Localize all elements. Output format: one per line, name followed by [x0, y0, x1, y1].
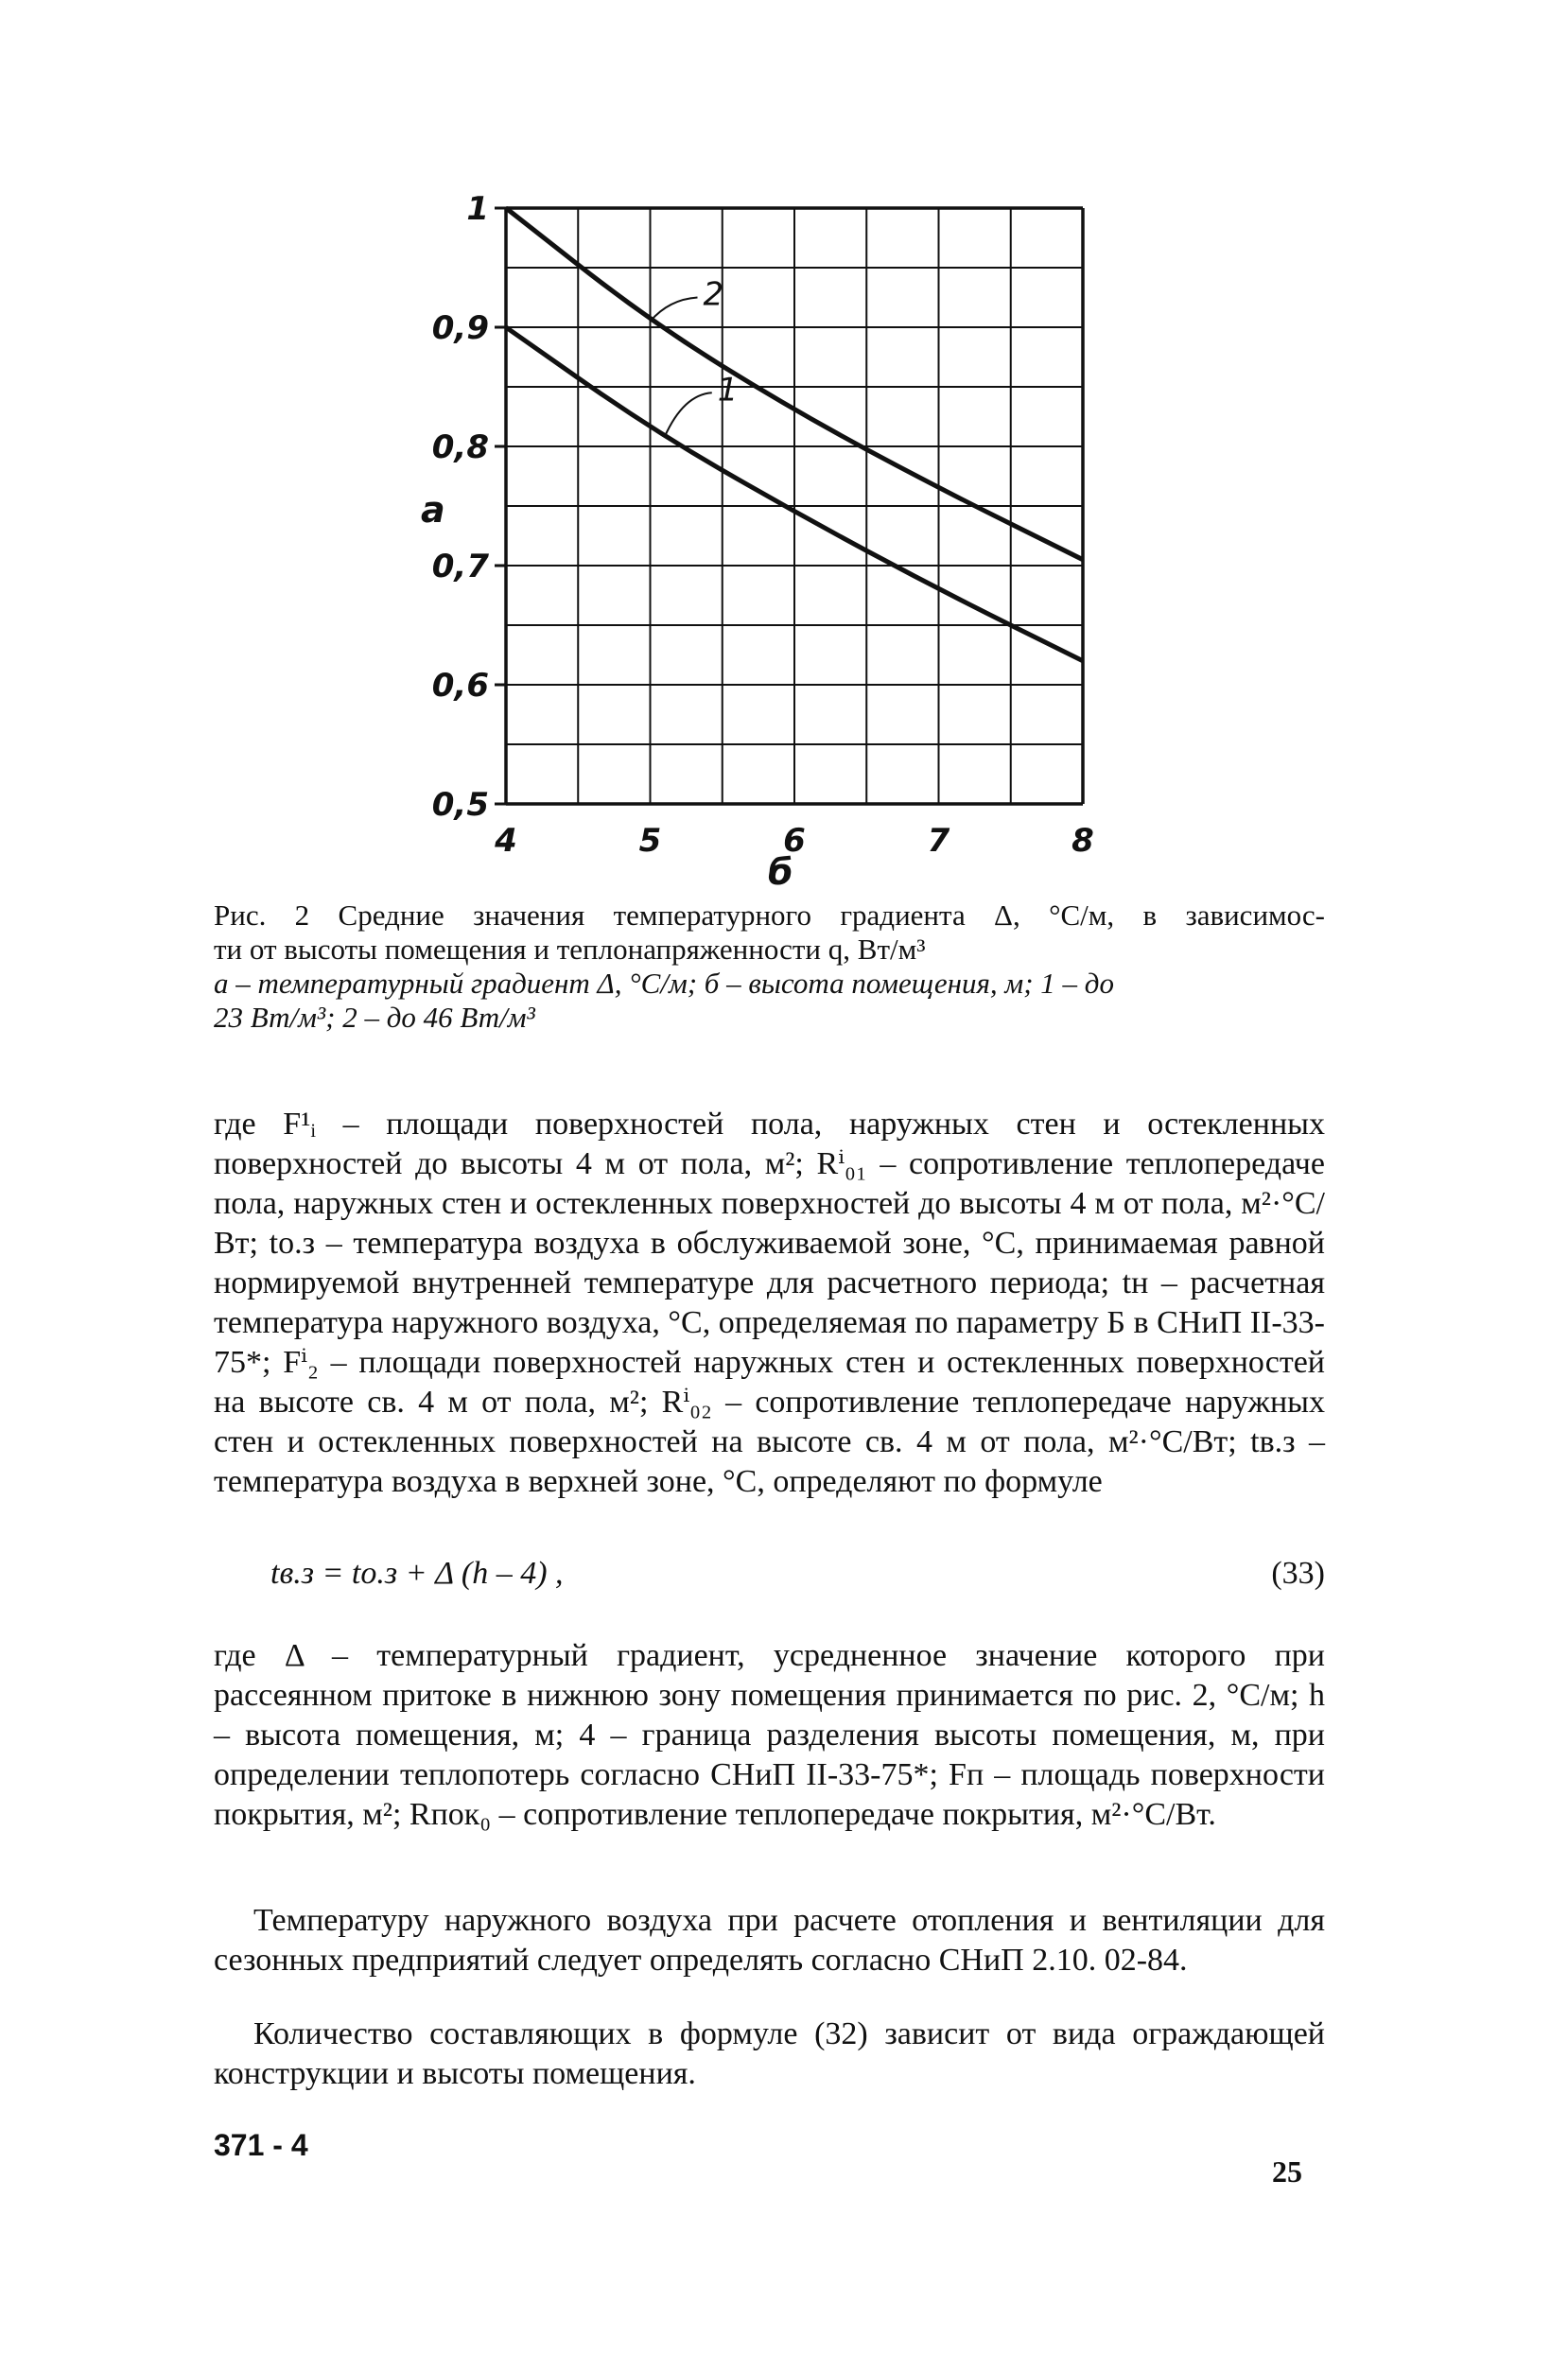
y-tick-label: 0,9	[431, 309, 489, 347]
caption-line-2: ти от высоты помещения и теплонапряженности q, Вт/м³	[214, 933, 926, 966]
paragraph-4: Количество составляющих в формуле (32) зависит от вида ограждающей конструкции и высоты помещения.	[214, 2016, 1325, 2091]
x-tick-label: 7	[927, 822, 950, 860]
paragraph-1: где F¹ᵢ – площади поверхностей пола, наружных стен и остекленных поверхностей до высоты 4 м от пола, м²; Rⁱ₀₁ – сопротивление теплопередаче пола, наружных стен и остекленных поверхностей до высоты 4 м от пола, м²·°С/Вт; tо.з – температура воздуха в обслуживаемой зоне, °С, принимаемая равной нормируемой внутренней температуре для расчетного периода; tн – расчетная температура наружного воздуха, °С, определяемая по параметру Б в СНиП II-33-75*; Fⁱ₂ – площади поверхностей наружных стен и остекленных поверхностей на высоте св. 4 м от пола, м²; Rⁱ₀₂ – сопротивление теплопередаче наружных стен и остекленных поверхностей на высоте св. 4 м от пола, м²·°С/Вт; tв.з – температура воздуха в верхней зоне, °С, определяют по формуле	[214, 1107, 1325, 1499]
y-axis-label: а	[421, 489, 445, 531]
y-tick-label: 0,7	[431, 548, 489, 585]
paragraph-3: Температуру наружного воздуха при расчете отопления и вентиляции для сезонных предприятий следует определять согласно СНиП 2.10. 02-84.	[214, 1903, 1325, 1978]
y-tick-label: 0,6	[431, 667, 489, 705]
y-tick-label: 0,8	[431, 428, 489, 466]
formula-number: (33)	[1271, 1556, 1325, 1591]
y-tick-label: 0,5	[431, 786, 489, 824]
series-leader-1	[665, 392, 712, 437]
definitions-paragraph	[214, 1105, 1325, 1502]
x-tick-label: 8	[1071, 822, 1094, 860]
series-label-2: 2	[703, 275, 724, 314]
x-tick-labels	[494, 822, 1094, 860]
y-tick-label: 1	[466, 190, 489, 228]
caption-line-1: Рис. 2 Средние значения температурного градиента Δ, °С/м, в зависимос-	[214, 898, 1325, 932]
x-tick-label: 6	[783, 822, 806, 860]
page-number: 25	[1272, 2154, 1302, 2189]
formula-expression: tв.з = tо.з + Δ (h – 4) ,	[270, 1556, 564, 1591]
chart-grid	[506, 208, 1083, 804]
formula-explanation	[214, 1636, 1325, 1835]
paragraph-components	[214, 2015, 1325, 2094]
x-axis-label: б	[768, 851, 793, 889]
paragraph-outdoor-temperature	[214, 1901, 1325, 1980]
paragraph-2: где Δ – температурный градиент, усредненное значение которого при рассеянном притоке в нижнюю зону помещения принимается по рис. 2, °С/м; h – высота помещения, м; 4 – граница разделения высоты помещения, м, при определении теплопотерь согласно СНиП II-33-75*; Fп – площадь поверхности покрытия, м²; Rпок₀ – сопротивление теплопередаче покрытия, м²·°С/Вт.	[214, 1638, 1325, 1832]
x-tick-label: 4	[495, 822, 517, 860]
series-leader-2	[651, 298, 698, 322]
x-tick-label: 5	[638, 822, 662, 860]
footer-signature: 371 - 4	[214, 2128, 308, 2162]
caption-line-3: а – температурный градиент Δ, °С/м; б – высота помещения, м; 1 – до	[214, 967, 1114, 1000]
series-label-1: 1	[717, 371, 739, 410]
caption-line-4: 23 Вт/м³; 2 – до 46 Вт/м³	[214, 1001, 535, 1034]
figure-caption	[214, 898, 1325, 1035]
formula-33	[214, 1556, 1325, 1603]
temperature-gradient-chart	[0, 0, 1568, 889]
